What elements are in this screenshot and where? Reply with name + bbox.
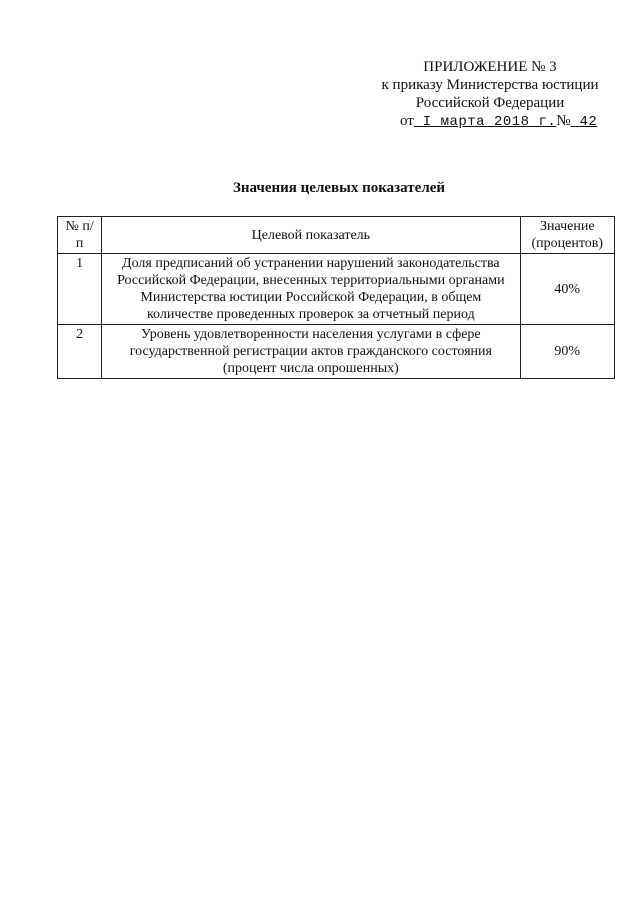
row-value: 90% [520, 325, 615, 379]
order-reference: к приказу Министерства юстиции [381, 77, 599, 93]
row-num: 1 [58, 254, 102, 325]
appendix-label: ПРИЛОЖЕНИЕ № 3 [423, 59, 557, 75]
row-value: 40% [520, 254, 615, 325]
targets-table [57, 216, 615, 379]
table-row [58, 325, 615, 379]
table-header-row [58, 217, 615, 254]
order-date: I марта 2018 г. [413, 114, 557, 130]
row-indicator: Уровень удовлетворенности населения услугами в сфере государственной регистрации актов гражданского состояния (процент числа опрошенных) [102, 325, 520, 379]
date-prefix: от [400, 113, 414, 129]
header-indicator: Целевой показатель [102, 217, 520, 254]
row-indicator: Доля предписаний об устранении нарушений законодательства Российской Федерации, внесенных территориальными органами Министерства юстиции Российской Федерации, в общем количестве проведенных проверок за отчетный период [102, 254, 520, 325]
number-prefix: № [556, 113, 571, 129]
order-date-line [360, 112, 620, 131]
order-number: 42 [570, 114, 598, 130]
document-title: Значения целевых показателей [232, 180, 446, 196]
table-row [58, 254, 615, 325]
header-value: Значение (процентов) [520, 217, 615, 254]
header-num: № п/п [58, 217, 102, 254]
ministry-name: Российской Федерации [415, 95, 565, 111]
document-header [360, 58, 620, 131]
row-num: 2 [58, 325, 102, 379]
